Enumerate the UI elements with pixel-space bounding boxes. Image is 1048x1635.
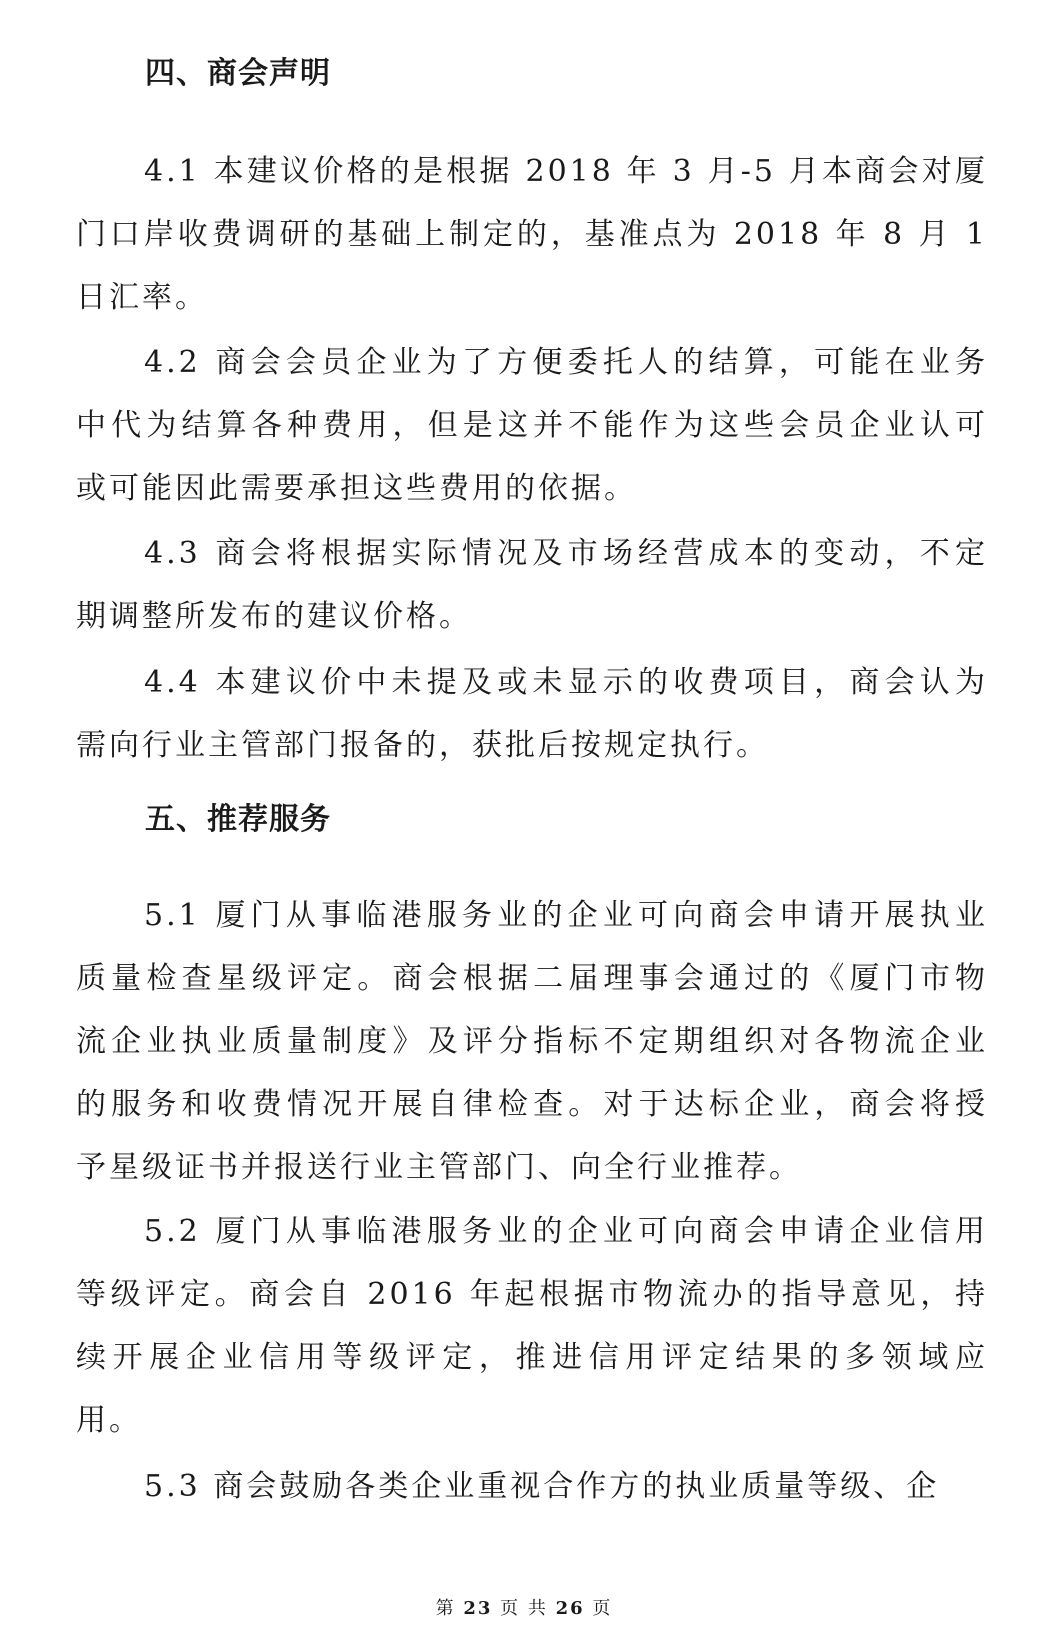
paragraph-line: 需向行业主管部门报备的，获批后按规定执行。 (76, 728, 769, 763)
total-pages-number: 26 (555, 1598, 585, 1619)
paragraph-5-2 (76, 1200, 988, 1452)
paragraph-line: 期调整所发布的建议价格。 (76, 599, 472, 634)
paragraph-line: 5.3 商会鼓励各类企业重视合作方的执业质量等级、企 (144, 1469, 940, 1504)
paragraph-line: 等级评定。商会自 2016 年起根据市物流办的指导意见，持 (76, 1277, 988, 1312)
paragraph-5-1 (76, 884, 988, 1199)
section-4-heading: 四、商会声明 (145, 56, 331, 91)
paragraph-4-2 (76, 331, 988, 520)
paragraph-line: 4.4 本建议价中未提及或未显示的收费项目，商会认为 (144, 665, 988, 700)
page-footer (0, 1597, 1048, 1621)
paragraph-line: 续开展企业信用等级评定，推进信用评定结果的多领域应 (76, 1340, 988, 1375)
paragraph-5-3 (76, 1455, 988, 1518)
current-page-number: 23 (463, 1598, 493, 1619)
paragraph-4-3 (76, 522, 988, 648)
paragraph-line: 质量检查星级评定。商会根据二届理事会通过的《厦门市物 (76, 961, 988, 996)
paragraph-4-1 (76, 140, 988, 329)
paragraph-line: 4.3 商会将根据实际情况及市场经营成本的变动，不定 (144, 536, 988, 571)
paragraph-line: 或可能因此需要承担这些费用的依据。 (76, 471, 637, 506)
paragraph-line: 用。 (76, 1403, 142, 1438)
footer-suffix: 页 (592, 1598, 613, 1619)
paragraph-line: 的服务和收费情况开展自律检查。对于达标企业，商会将授 (76, 1087, 988, 1122)
paragraph-line: 中代为结算各种费用，但是这并不能作为这些会员企业认可 (76, 408, 988, 443)
paragraph-line: 日汇率。 (76, 280, 208, 315)
paragraph-line: 予星级证书并报送行业主管部门、向全行业推荐。 (76, 1150, 802, 1185)
paragraph-line: 5.1 厦门从事临港服务业的企业可向商会申请开展执业 (144, 898, 988, 933)
paragraph-line: 4.1 本建议价格的是根据 2018 年 3 月-5 月本商会对厦 (144, 154, 988, 189)
paragraph-line: 门口岸收费调研的基础上制定的，基准点为 2018 年 8 月 1 (76, 217, 988, 252)
paragraph-line: 4.2 商会会员企业为了方便委托人的结算，可能在业务 (144, 345, 988, 380)
paragraph-line: 5.2 厦门从事临港服务业的企业可向商会申请企业信用 (144, 1214, 988, 1249)
footer-middle: 页 共 (500, 1598, 548, 1619)
paragraph-line: 流企业执业质量制度》及评分指标不定期组织对各物流企业 (76, 1024, 988, 1059)
paragraph-4-4 (76, 651, 988, 777)
section-5-heading: 五、推荐服务 (145, 802, 331, 837)
footer-prefix: 第 (435, 1598, 456, 1619)
